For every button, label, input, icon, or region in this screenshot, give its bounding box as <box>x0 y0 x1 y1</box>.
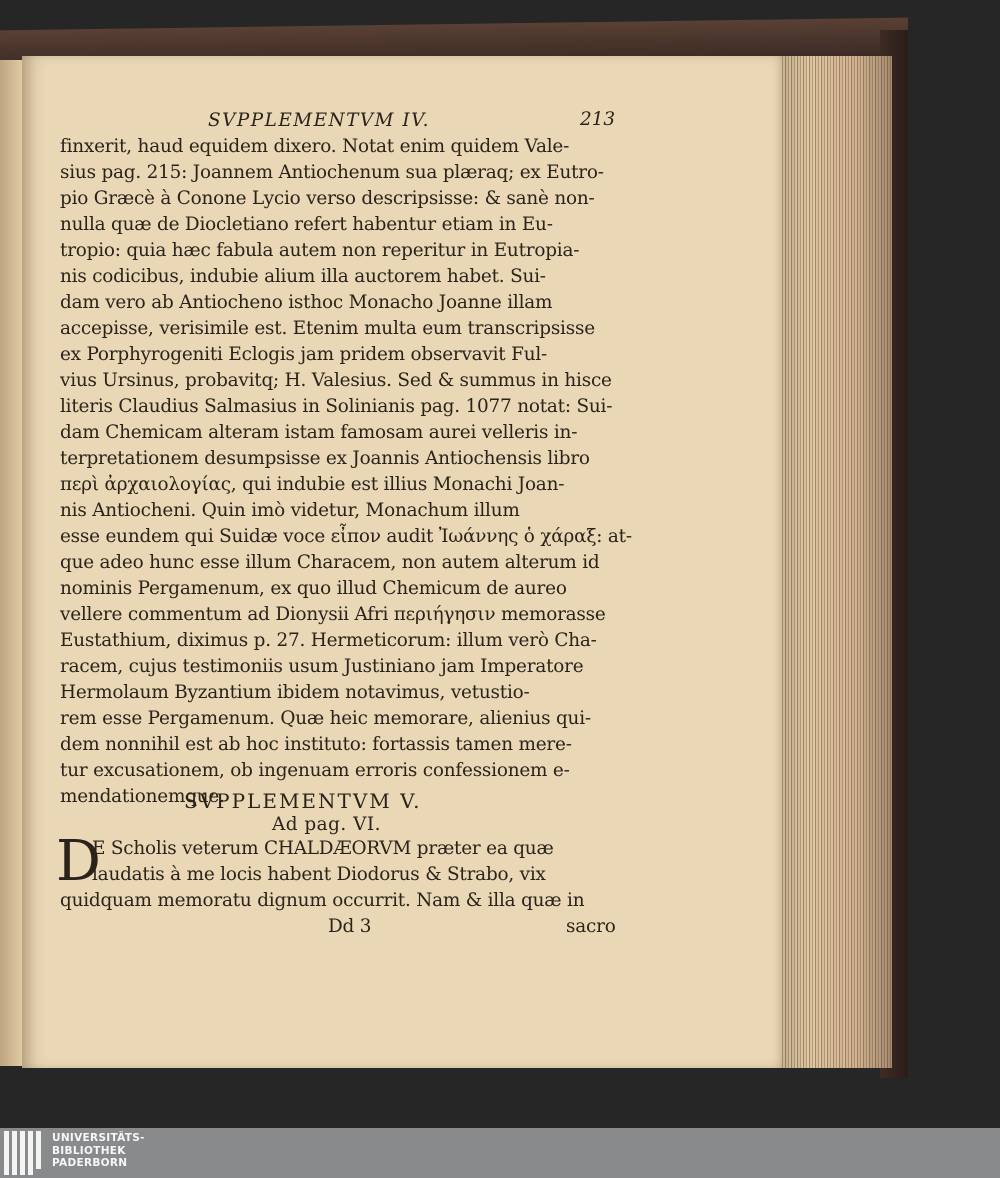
text-line: terpretationem desumpsisse ex Joannis Antiochensis libro <box>60 448 590 469</box>
library-name <box>52 1132 145 1170</box>
text-line: esse eundem qui Suidæ voce εἶπον audit Ἰωάννης ὁ χάραξ: at- <box>60 526 632 547</box>
text-line: dam vero ab Antiocheno isthoc Monacho Joanne illam <box>60 292 553 313</box>
text-line: laudatis à me locis habent Diodorus & Strabo, vix <box>92 864 546 885</box>
text-line: dam Chemicam alteram istam famosam aurei velleris in- <box>60 422 578 443</box>
text-line: ex Porphyrogeniti Eclogis jam pridem observavit Ful- <box>60 344 548 365</box>
section-heading: SVPPLEMENTVM V. <box>184 789 422 813</box>
page-number: 213 <box>580 109 616 130</box>
text-line: mendationemque. <box>60 786 225 807</box>
section-subheading: Ad pag. VI. <box>272 814 381 835</box>
text-line: que adeo hunc esse illum Characem, non autem alterum id <box>60 552 600 573</box>
library-logo-icon <box>4 1131 44 1175</box>
drop-cap: D <box>56 829 101 894</box>
text-line: E Scholis veterum CHALDÆORVM præter ea quæ <box>92 838 554 859</box>
text-line: nulla quæ de Diocletiano refert habentur etiam in Eu- <box>60 214 553 235</box>
text-line: dem nonnihil est ab hoc instituto: fortassis tamen mere- <box>60 734 572 755</box>
text-line: accepisse, verisimile est. Etenim multa eum transcripsisse <box>60 318 595 339</box>
library-footer-bar <box>0 1128 1000 1178</box>
text-line: tropio: quia hæc fabula autem non reperitur in Eutropia- <box>60 240 580 261</box>
text-line: Hermolaum Byzantium ibidem notavimus, vetustio- <box>60 682 530 703</box>
text-line: quidquam memoratu dignum occurrit. Nam & illa quæ in <box>60 890 585 911</box>
text-line: pio Græcè à Conone Lycio verso descripsisse: & sanè non- <box>60 188 595 209</box>
text-line: sius pag. 215: Joannem Antiochenum sua plæraq; ex Eutro- <box>60 162 604 183</box>
text-line: tur excusationem, ob ingenuam erroris confessionem e- <box>60 760 570 781</box>
library-name-line: PADERBORN <box>52 1157 128 1169</box>
text-line: nis Antiocheni. Quin imò videtur, Monachum illum <box>60 500 520 521</box>
catchword: sacro <box>566 916 616 937</box>
page-edges <box>774 56 892 1068</box>
running-head: SVPPLEMENTVM IV. <box>208 110 431 131</box>
text-line: vellere commentum ad Dionysii Afri περιήγησιν memorasse <box>60 604 606 625</box>
text-line: nis codicibus, indubie alium illa auctorem habet. Sui- <box>60 266 546 287</box>
text-line: nominis Pergamenum, ex quo illud Chemicum de aureo <box>60 578 567 599</box>
text-line: literis Claudius Salmasius in Solinianis pag. 1077 notat: Sui- <box>60 396 613 417</box>
library-name-line: BIBLIOTHEK <box>52 1144 126 1157</box>
facing-page-edge <box>0 60 24 1066</box>
text-line: racem, cujus testimoniis usum Justiniano jam Imperatore <box>60 656 584 677</box>
text-line: rem esse Pergamenum. Quæ heic memorare, alienius qui- <box>60 708 591 729</box>
text-line: περὶ ἀρχαιολογίας, qui indubie est illius Monachi Joan- <box>60 474 565 495</box>
text-line: Eustathium, diximus p. 27. Hermeticorum: illum verò Cha- <box>60 630 597 651</box>
text-line: finxerit, haud equidem dixero. Notat enim quidem Vale- <box>60 136 570 157</box>
text-line: vius Ursinus, probavitq; H. Valesius. Sed & summus in hisce <box>60 370 612 391</box>
signature-mark: Dd 3 <box>328 916 372 937</box>
library-name-line: UNIVERSITÄTS- <box>52 1132 145 1144</box>
